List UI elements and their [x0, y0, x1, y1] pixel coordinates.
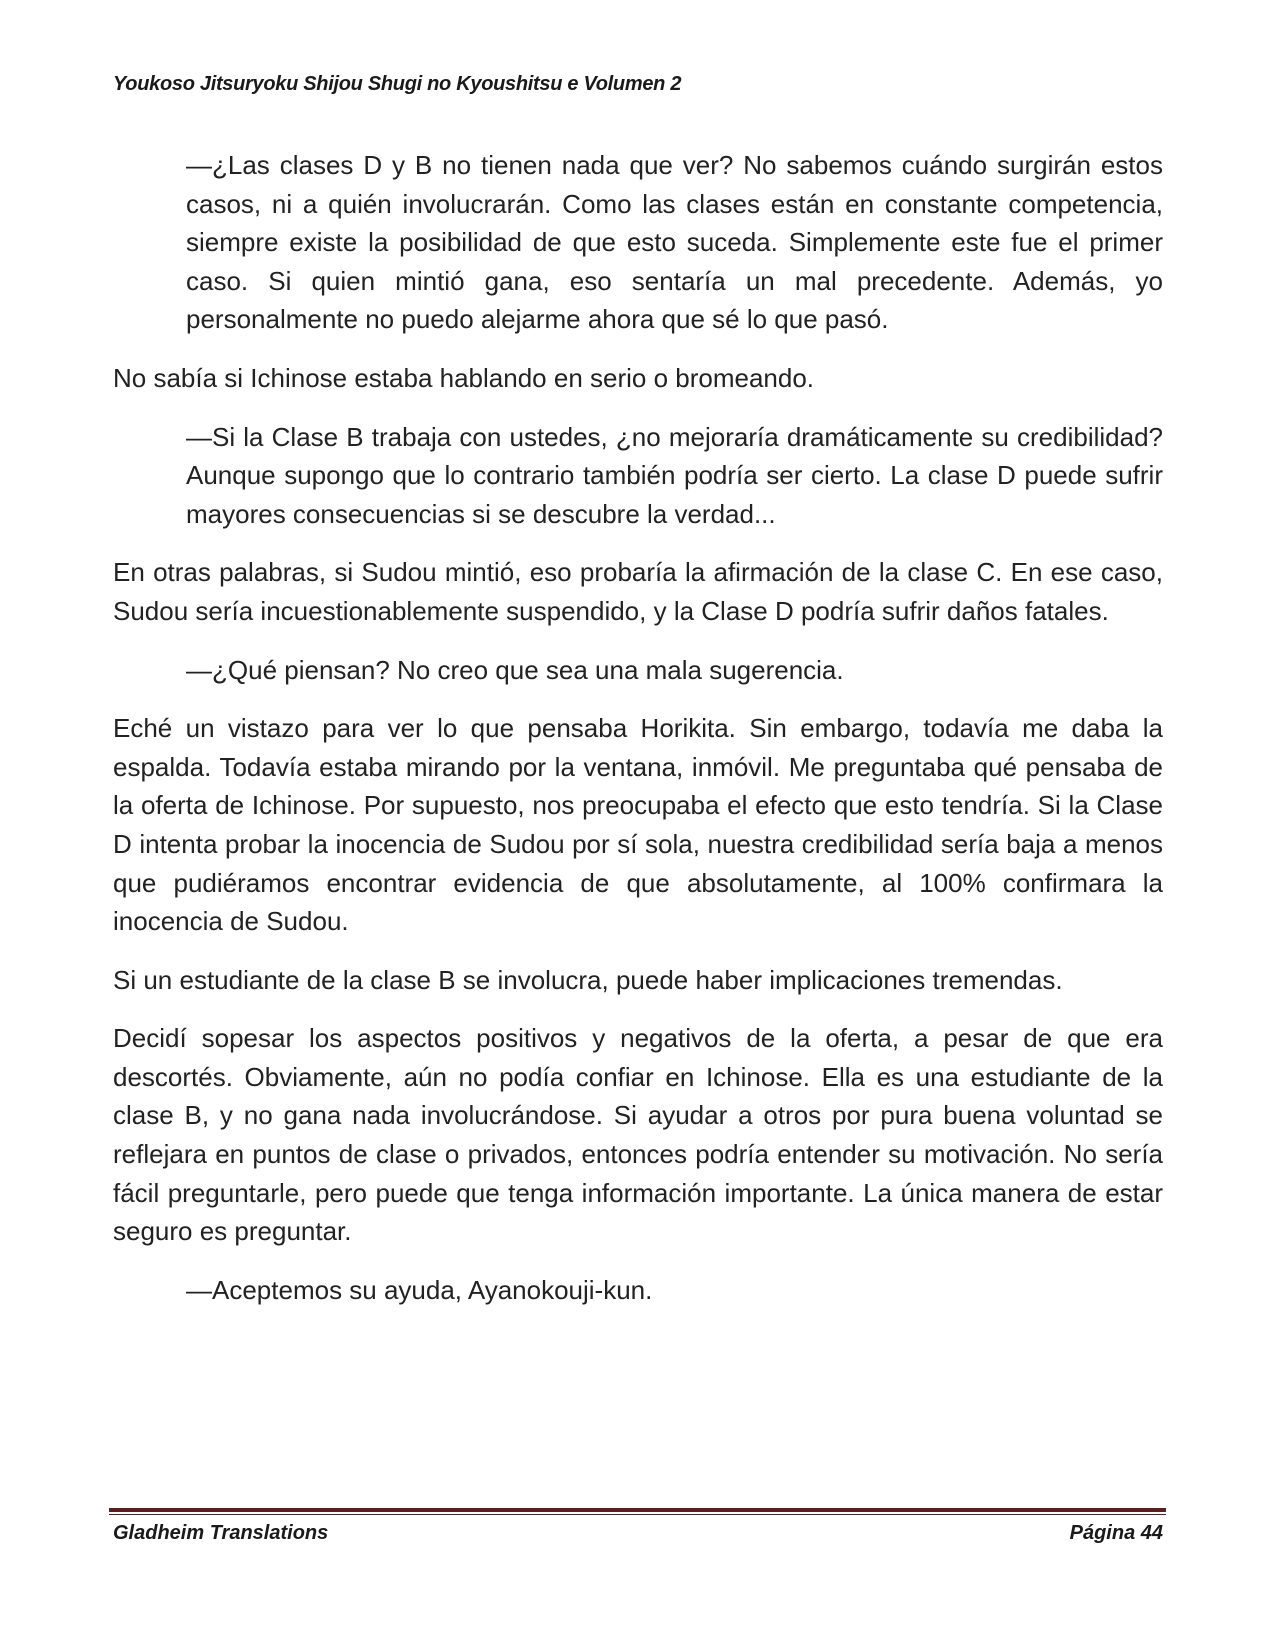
- page-header-title: Youkoso Jitsuryoku Shijou Shugi no Kyoushitsu e Volumen 2: [113, 73, 682, 95]
- paragraph: Eché un vistazo para ver lo que pensaba Horikita. Sin embargo, todavía me daba la espalda. Todavía estaba mirando por la ventana, inmóvil. Me preguntaba qué pensaba de la oferta de Ichinose. Por supuesto, nos preocupaba el efecto que esto tendría. Si la Clase D intenta probar la inocencia de Sudou por sí sola, nuestra credibilidad sería baja a menos que pudiéramos encontrar evidencia de que absolutamente, al 100% confirmara la inocencia de Sudou.: [113, 713, 1163, 937]
- footer-divider: [109, 1508, 1166, 1515]
- paragraph-dialog: —Si la Clase B trabaja con ustedes, ¿no mejoraría dramáticamente su credibilidad? Aunque supongo que lo contrario también podría ser cierto. La clase D puede sufrir mayores consecuencias si se descubre la verdad...: [186, 421, 1163, 529]
- paragraph: Si un estudiante de la clase B se involucra, puede haber implicaciones tremendas.: [113, 964, 1063, 995]
- paragraph: No sabía si Ichinose estaba hablando en serio o bromeando.: [113, 362, 815, 393]
- footer-translator-credit: Gladheim Translations: [113, 1522, 329, 1544]
- paragraph-dialog: —¿Qué piensan? No creo que sea una mala sugerencia.: [186, 654, 844, 685]
- paragraph-dialog: —¿Las clases D y B no tienen nada que ver? No sabemos cuándo surgirán estos casos, ni a quién involucrarán. Como las clases están en constante competencia, siempre existe la posibilidad de que esto suceda. Simplemente este fue el primer caso. Si quien mintió gana, eso sentaría un mal precedente. Además, yo personalmente no puedo alejarme ahora que sé lo que pasó.: [186, 150, 1163, 335]
- paragraph: Decidí sopesar los aspectos positivos y negativos de la oferta, a pesar de que era descortés. Obviamente, aún no podía confiar en Ichinose. Ella es una estudiante de la clase B, y no gana nada involucrándose. Si ayudar a otros por pura buena voluntad se reflejara en puntos de clase o privados, entonces podría entender su motivación. No sería fácil preguntarle, pero puede que tenga información importante. La única manera de estar seguro es preguntar.: [113, 1023, 1163, 1247]
- footer-page-number: Página 44: [1069, 1522, 1163, 1544]
- paragraph: En otras palabras, si Sudou mintió, eso probaría la afirmación de la clase C. En ese caso, Sudou sería incuestionablemente suspendido, y la Clase D podría sufrir daños fatales.: [113, 557, 1163, 626]
- paragraph-dialog: —Aceptemos su ayuda, Ayanokouji-kun.: [186, 1274, 653, 1305]
- page-body: [113, 146, 1163, 1329]
